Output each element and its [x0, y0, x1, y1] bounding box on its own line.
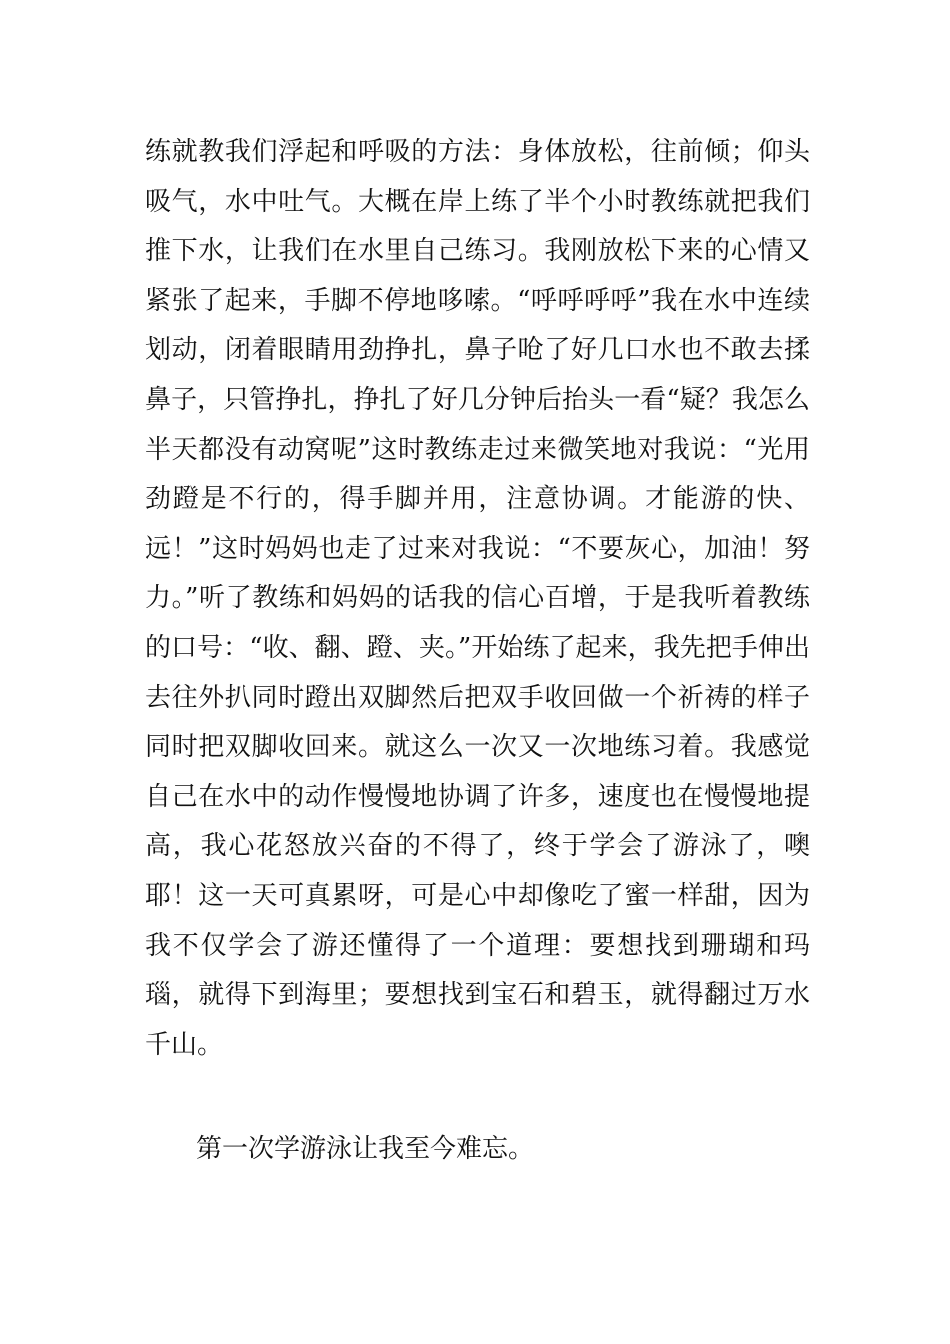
closing-paragraph: 第一次学游泳让我至今难忘。	[196, 1134, 535, 1164]
body-paragraph: 练就教我们浮起和呼吸的方法：身体放松，往前倾；仰头吸气，水中吐气。大概在岸上练了半个小时教练就把我们推下水，让我们在水里自己练习。我刚放松下来的心情又紧张了起来，手脚不停地哆嗦。“呼呼呼呼”我在水中连续划动，闭着眼睛用劲挣扎，鼻子呛了好几口水也不敢去揉鼻子，只管挣扎，挣扎了好几分钟后抬头一看“疑？我怎么半天都没有动窝呢”这时教练走过来微笑地对我说：“光用劲蹬是不行的，得手脚并用，注意协调。才能游的快、远！”这时妈妈也走了过来对我说：“不要灰心，加油！努力。”听了教练和妈妈的话我的信心百增，于是我听着教练的口号：“收、翻、蹬、夹。”开始练了起来，我先把手伸出去往外扒同时蹬出双脚然后把双手收回做一个祈祷的样子同时把双脚收回来。就这么一次又一次地练习着。我感觉自己在水中的动作慢慢地协调了许多，速度也在慢慢地提高，我心花怒放兴奋的不得了，终于学会了游泳了，噢耶！这一天可真累呀，可是心中却像吃了蜜一样甜，因为我不仅学会了游还懂得了一个道理：要想找到珊瑚和玛瑙，就得下到海里；要想找到宝石和碧玉，就得翻过万水千山。	[145, 137, 810, 1060]
